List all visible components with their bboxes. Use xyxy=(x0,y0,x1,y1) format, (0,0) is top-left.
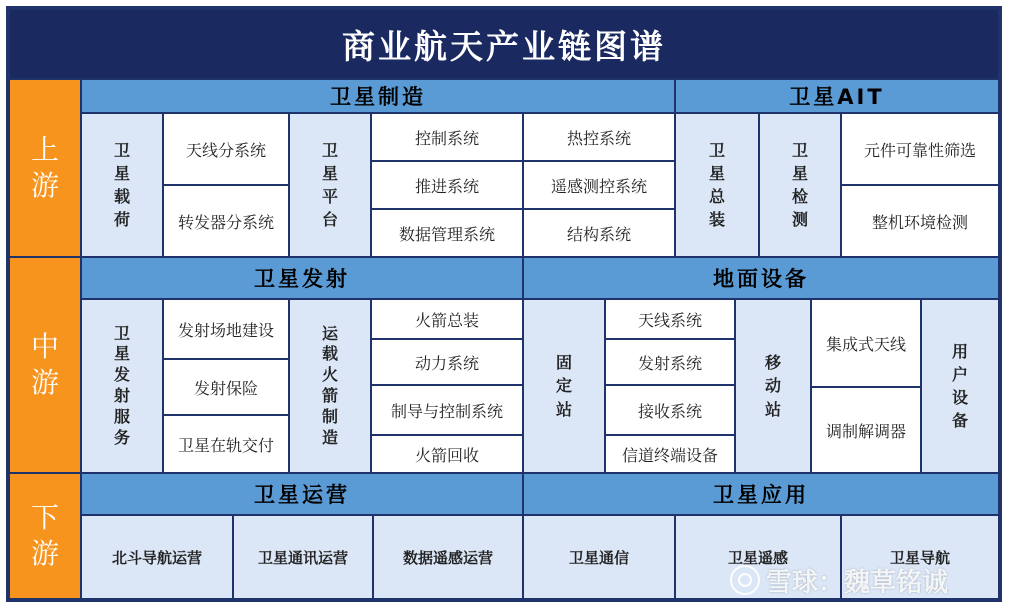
label-char: 卫 xyxy=(321,140,338,160)
cell-structure-system: 结构系统 xyxy=(524,210,674,256)
label-char: 制 xyxy=(321,406,338,426)
label-char: 站 xyxy=(555,399,572,419)
label-char: 火 xyxy=(321,365,338,385)
label-char: 定 xyxy=(555,376,572,396)
cell-launch-site-construction: 发射场地建设 xyxy=(164,300,288,358)
cell-satellite-communication: 卫星通信 xyxy=(524,516,674,598)
label-char: 卫 xyxy=(113,140,130,160)
label-char: 星 xyxy=(708,163,725,183)
header-satellite-launch: 卫星发射 xyxy=(82,258,522,298)
header-satellite-ait: 卫星AIT xyxy=(676,80,998,112)
cell-rocket-assembly: 火箭总装 xyxy=(372,300,522,338)
cell-thermal-control-system: 热控系统 xyxy=(524,114,674,160)
label-satellite-platform xyxy=(290,114,370,256)
cell-launch-insurance: 发射保险 xyxy=(164,360,288,414)
cell-receive-system: 接收系统 xyxy=(606,386,734,434)
diagram-title: 商业航天产业链图谱 xyxy=(10,10,998,78)
header-ground-equipment: 地面设备 xyxy=(524,258,998,298)
label-char: 载 xyxy=(113,187,130,206)
cell-in-orbit-delivery: 卫星在轨交付 xyxy=(164,416,288,472)
label-char: 设 xyxy=(951,388,968,407)
label-char: 星 xyxy=(321,163,338,183)
header-satellite-applications: 卫星应用 xyxy=(524,474,998,514)
label-char: 平 xyxy=(321,187,338,206)
cell-beidou-navigation-operations: 北斗导航运营 xyxy=(82,516,232,598)
header-satellite-operations: 卫星运营 xyxy=(82,474,522,514)
label-char: 务 xyxy=(113,427,130,447)
stage-midstream-char-1: 中 xyxy=(30,329,59,363)
label-satellite-payload xyxy=(82,114,162,256)
cell-power-system: 动力系统 xyxy=(372,340,522,384)
label-char: 星 xyxy=(113,163,130,183)
label-char: 星 xyxy=(791,163,808,183)
label-char: 装 xyxy=(708,210,725,230)
cell-transponder-subsystem: 转发器分系统 xyxy=(164,186,288,256)
label-char: 射 xyxy=(113,386,130,405)
label-char: 动 xyxy=(764,376,781,396)
label-char: 用 xyxy=(951,341,968,361)
stage-downstream-char-1: 下 xyxy=(30,500,59,534)
label-char: 总 xyxy=(708,187,725,206)
cell-environment-testing: 整机环境检测 xyxy=(842,186,998,256)
label-char: 载 xyxy=(321,344,338,364)
cell-satellite-navigation: 卫星导航 xyxy=(842,516,998,598)
label-char: 台 xyxy=(321,210,338,230)
cell-channel-terminal-equipment: 信道终端设备 xyxy=(606,436,734,472)
stage-upstream-char-2: 游 xyxy=(30,169,59,202)
label-rocket-manufacturing xyxy=(290,300,370,472)
label-satellite-testing xyxy=(760,114,840,256)
label-char: 箭 xyxy=(321,386,338,405)
label-char: 卫 xyxy=(791,140,808,160)
cell-rocket-recovery: 火箭回收 xyxy=(372,436,522,472)
label-char: 移 xyxy=(764,353,781,373)
stage-upstream-char-1: 上 xyxy=(30,132,59,166)
label-satellite-assembly xyxy=(676,114,758,256)
cell-control-system: 控制系统 xyxy=(372,114,522,160)
cell-transmit-system: 发射系统 xyxy=(606,340,734,384)
cell-satellite-communication-operations: 卫星通讯运营 xyxy=(234,516,372,598)
stage-midstream-char-2: 游 xyxy=(30,366,59,399)
label-user-equipment xyxy=(922,300,998,472)
cell-propulsion-system: 推进系统 xyxy=(372,162,522,208)
label-char: 发 xyxy=(113,365,130,385)
header-satellite-manufacturing: 卫星制造 xyxy=(82,80,674,112)
cell-guidance-control-system: 制导与控制系统 xyxy=(372,386,522,434)
cell-antenna-system: 天线系统 xyxy=(606,300,734,338)
label-char: 站 xyxy=(764,399,781,419)
cell-integrated-antenna: 集成式天线 xyxy=(812,300,920,386)
cell-data-management-system: 数据管理系统 xyxy=(372,210,522,256)
label-char: 荷 xyxy=(113,210,130,230)
label-char: 户 xyxy=(951,364,968,384)
stage-upstream xyxy=(10,80,80,256)
stage-midstream xyxy=(10,258,80,472)
label-fixed-station xyxy=(524,300,604,472)
label-char: 卫 xyxy=(708,140,725,160)
label-char: 卫 xyxy=(113,323,130,343)
label-launch-service xyxy=(82,300,162,472)
cell-antenna-subsystem: 天线分系统 xyxy=(164,114,288,184)
label-char: 造 xyxy=(321,427,338,447)
stage-downstream-char-2: 游 xyxy=(30,537,59,570)
cell-telemetry-control-system: 遥感测控系统 xyxy=(524,162,674,208)
label-char: 检 xyxy=(791,187,808,206)
label-char: 服 xyxy=(113,406,130,426)
cell-satellite-remote-sensing: 卫星遥感 xyxy=(676,516,840,598)
cell-component-reliability-screening: 元件可靠性筛选 xyxy=(842,114,998,184)
label-char: 星 xyxy=(113,344,130,364)
label-char: 运 xyxy=(321,323,338,343)
cell-remote-sensing-data-operations: 数据遥感运营 xyxy=(374,516,522,598)
stage-downstream xyxy=(10,474,80,598)
label-char: 备 xyxy=(951,411,968,431)
watermark-text: 雪球：魏草铭诚 xyxy=(766,567,949,598)
label-char: 测 xyxy=(791,210,808,230)
label-char: 固 xyxy=(555,353,572,373)
cell-modem: 调制解调器 xyxy=(812,388,920,472)
label-mobile-station xyxy=(736,300,810,472)
